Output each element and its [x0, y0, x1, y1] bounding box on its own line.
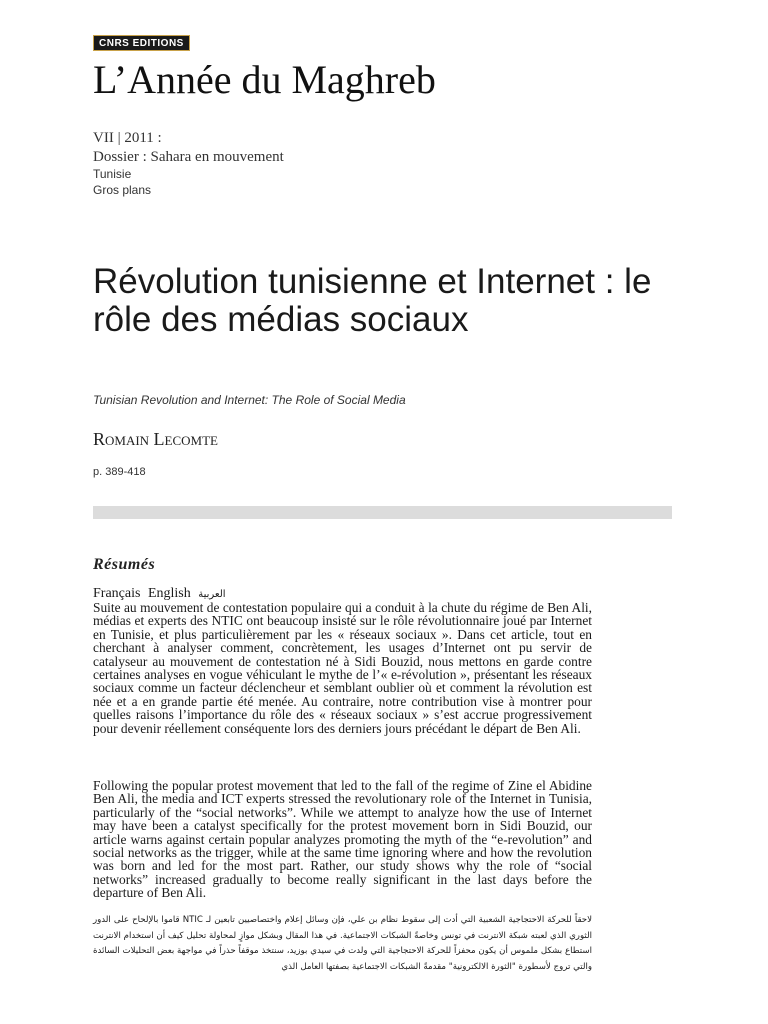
- issue-link[interactable]: VII | 2011 :: [93, 130, 162, 146]
- abstract-french: Suite au mouvement de contestation populaire qui a conduit à la chute du régime de Ben Ali, médias et experts des NTIC ont beaucoup insisté sur le rôle révolutionnaire joué par Internet en Tunisie, et plus particulièrement par les « réseaux sociaux ». Dans cet article, tout en cherchant à analyser comment, concrètement, les usages d’Internet ont pu servir de catalyseur au mouvement de contestation né à Sidi Bouzid, nous mettons en garde contre certaines analyses en vogue véhiculant le mythe de l’« e-révolution », présentant les réseaux sociaux comme un facteur déclencheur et semblant oublier où et comment la révolution est née et a en grande partie été menée. Au contraire, notre contribution vise à montrer pour quelles raisons l’importance du rôle des « réseaux sociaux » s’est accrue progressivement pour devenir réellement conséquente lors des derniers jours précédant le départ de Ben Ali.: [93, 600, 592, 736]
- abstract-arabic: لاحقاً للحركة الاحتجاجية الشعبية التي أدت إلى سقوط نظام بن علي، فإن وسائل إعلام واختصاصيين تابعين لـ NTIC قاموا بالإلحاح على الدور الثوري الذي لعبته شبكة الانترنت في تونس وخاصةً الشبكات الاجتماعية. في هذا المقال وبشكل موازٍ لمحاولة تحليل كيف أن استخدام الانترنت استطاع بشكل ملموس أن يكون محفزاً للحركة الاحتجاجية التي ولدت في سيدي بوزيد، سنتخذ موقفاً حذراً في مواجهة بعض التحليلات السائدة والتي تروج لأسطورة "الثورة الالكترونية" مقدمةً الشبكات الاجتماعية بصفتها العامل الذي: [93, 915, 593, 972]
- dossier-link[interactable]: Dossier : Sahara en mouvement: [93, 149, 284, 165]
- lang-link-ar[interactable]: العربية: [198, 589, 226, 600]
- divider-bar: [93, 506, 672, 519]
- lang-link-en[interactable]: English: [147, 586, 191, 601]
- article-title: Révolution tunisienne et Internet : le rôle des médias sociaux: [93, 262, 652, 339]
- page-range: p. 389-418: [93, 466, 146, 478]
- country-tag[interactable]: Tunisie: [93, 167, 132, 181]
- article-subtitle: Tunisian Revolution and Internet: The Role of Social Media: [93, 393, 406, 407]
- journal-title[interactable]: L’Année du Maghreb: [93, 57, 436, 102]
- abstract-english: Following the popular protest movement that led to the fall of the regime of Zine el Abidine Ben Ali, the media and ICT experts stressed the revolutionary role of the Internet in Tunisia, particularly of the “social networks”. While we attempt to analyze how the use of Internet may have been a catalyst specifically for the protest movement born in Sidi Bouzid, our article warns against certain popular analyzes promoting the myth of the “e-revolution” and social networks as the trigger, while at the same time ignoring where and how the revolution was born and led for the most part. Rather, our study shows why the role of “social networks” increased gradually to become really significant in the last days before the departure of Ben Ali.: [93, 778, 592, 901]
- section-tag[interactable]: Gros plans: [93, 183, 152, 197]
- author-name[interactable]: Romain Lecomte: [93, 429, 218, 449]
- abstracts-heading: Résumés: [93, 556, 156, 573]
- publisher-logo[interactable]: CNRS EDITIONS: [93, 35, 190, 51]
- lang-link-fr[interactable]: Français: [93, 586, 141, 601]
